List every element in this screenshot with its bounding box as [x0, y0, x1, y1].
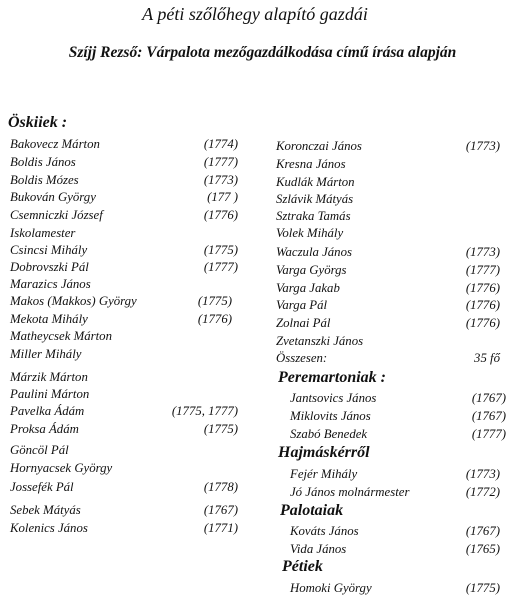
entry-year: (1767): [471, 391, 506, 405]
entry-name: Jantsovics János: [290, 391, 377, 405]
entry-name: Kudlák Márton: [276, 175, 355, 189]
entry-name: Csemniczki József: [10, 208, 103, 222]
entry-name: Hornyacsek György: [10, 461, 113, 475]
entry-year: (1776): [203, 208, 238, 222]
entry-name: Jó János molnármester: [290, 485, 410, 499]
entry-name: Kresna János: [276, 157, 346, 171]
entry-year: (1777): [465, 263, 500, 277]
section-heading-palotai: Palotaiak: [280, 502, 344, 519]
entry-year: (1771): [203, 521, 238, 535]
entry-name: Zvetanszki János: [276, 334, 364, 348]
entry-name: Boldis János: [10, 155, 76, 169]
entry-name: Sztraka Tamás: [276, 209, 351, 223]
entry-name: Proksa Ádám: [10, 422, 79, 436]
entry-name: Összesen:: [276, 351, 328, 365]
entry-name: Szlávik Mátyás: [276, 192, 354, 206]
entry-year: (1773): [203, 173, 238, 187]
entry-name: Waczula János: [276, 245, 352, 259]
entry-name: Bakovecz Márton: [10, 137, 100, 151]
entry-name: Fejér Mihály: [290, 467, 358, 481]
entry-year: (1773): [465, 139, 500, 153]
entry-name: Sebek Mátyás: [10, 503, 81, 517]
entry-year: (1776): [465, 316, 500, 330]
entry-name: Márzik Márton: [10, 370, 88, 384]
entry-name: Göncöl Pál: [10, 443, 69, 457]
entry-name: Paulini Márton: [10, 387, 90, 401]
entry-name: Csincsi Mihály: [10, 243, 88, 257]
entry-year: (1776): [197, 312, 232, 326]
entry-year: (1767): [465, 524, 500, 538]
entry-name: Miklovits János: [290, 409, 371, 423]
entry-name: Vida János: [290, 542, 347, 556]
entry-year: (1767): [203, 503, 238, 517]
entry-name: Dobrovszki Pál: [10, 260, 89, 274]
entry-year: (1775): [465, 581, 500, 595]
entry-name: Varga Pál: [276, 298, 328, 312]
entry-name: Bukován György: [10, 190, 96, 204]
entry-year: 35 fő: [474, 351, 500, 365]
entry-name: Koronczai János: [276, 139, 362, 153]
entry-year: (177 ): [207, 190, 238, 204]
entry-year: (1777): [203, 155, 238, 169]
section-heading-peti: Pétiek: [282, 558, 323, 575]
entry-year: (1767): [471, 409, 506, 423]
entry-name: Boldis Mózes: [10, 173, 79, 187]
section-heading-left: Öskiiek :: [8, 114, 68, 131]
entry-name: Iskolamester: [10, 226, 76, 240]
entry-year: (1765): [465, 542, 500, 556]
entry-name: Matheycsek Márton: [10, 329, 112, 343]
entry-name: Varga Györgs: [276, 263, 347, 277]
entry-year: (1776): [465, 298, 500, 312]
entry-year: (1778): [203, 480, 238, 494]
entry-name: Mekota Mihály: [10, 312, 88, 326]
entry-year: (1777): [203, 260, 238, 274]
entry-name: Makos (Makkos) György: [10, 294, 137, 308]
entry-year: (1773): [465, 467, 500, 481]
entry-year: (1775): [203, 243, 238, 257]
entry-name: Miller Mihály: [10, 347, 82, 361]
entry-name: Jossefék Pál: [10, 480, 74, 494]
entry-name: Homoki György: [290, 581, 372, 595]
entry-name: Szabó Benedek: [290, 427, 368, 441]
entry-name: Volek Mihály: [276, 226, 344, 240]
entry-year: (1773): [465, 245, 500, 259]
entry-year: (1777): [471, 427, 506, 441]
entry-year: (1776): [465, 281, 500, 295]
page-title: A péti szőlőhegy alapító gazdái: [142, 4, 368, 24]
entry-name: Kolenics János: [10, 521, 88, 535]
page-subtitle: Szíjj Rezső: Várpalota mezőgazdálkodása című írása alapján: [68, 44, 457, 61]
entry-name: Pavelka Ádám: [10, 404, 85, 418]
section-heading-peremartoni: Peremartoniak :: [278, 369, 386, 386]
entry-year: (1774): [203, 137, 238, 151]
entry-name: Marazics János: [10, 277, 91, 291]
section-heading-hajmaskeri: Hajmáskérről: [278, 444, 370, 461]
entry-year: (1775): [197, 294, 232, 308]
entry-name: Zolnai Pál: [276, 316, 331, 330]
entry-year: (1775): [203, 422, 238, 436]
entry-name: Varga Jakab: [276, 281, 340, 295]
entry-name: Kováts János: [290, 524, 359, 538]
entry-year: (1775, 1777): [171, 404, 238, 418]
entry-year: (1772): [465, 485, 500, 499]
